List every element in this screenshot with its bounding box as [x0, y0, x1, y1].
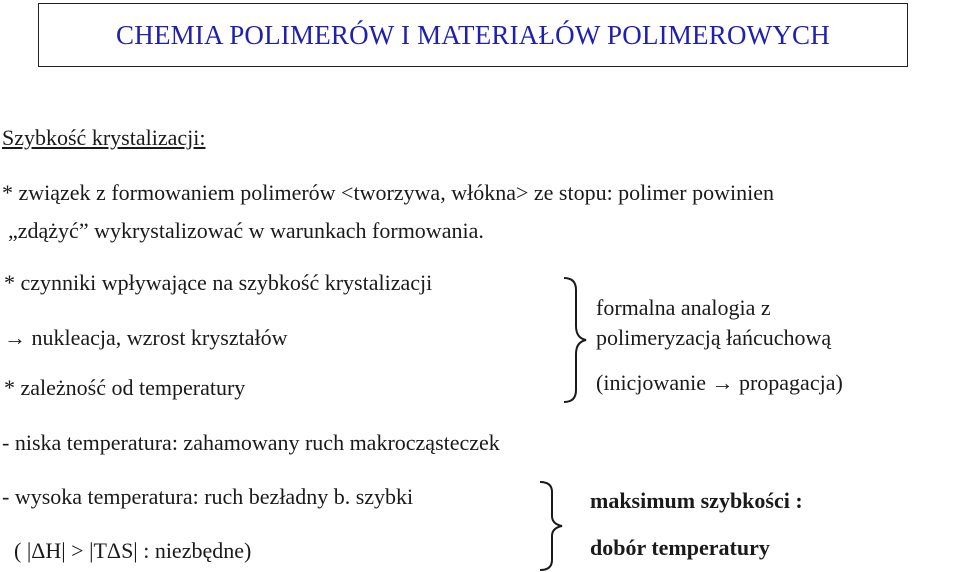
arrow-right-icon: → — [711, 370, 734, 395]
right-brace-icon — [536, 480, 566, 572]
nucleation-text: nukleacja, wzrost kryształów — [26, 325, 288, 350]
right-brace-icon — [560, 276, 590, 404]
line-nucleation — [4, 325, 287, 351]
line-low-temperature: - niska temperatura: zahamowany ruch makrocząsteczek — [2, 430, 500, 455]
arrow-right-icon: → — [4, 325, 26, 350]
line-temperature-dependence: * zależność od temperatury — [4, 375, 246, 400]
note-temperature-selection: dobór temperatury — [590, 535, 770, 560]
propagation-text: propagacja) — [733, 370, 843, 395]
line-crystallize-in-time: „zdążyć” wykrystalizować w warunkach formowania. — [8, 218, 484, 243]
slide-title: CHEMIA POLIMERÓW I MATERIAŁÓW POLIMEROWYCH — [116, 19, 830, 50]
line-factors: * czynniki wpływające na szybkość krystalizacji — [4, 270, 433, 295]
note-max-rate: maksimum szybkości : — [590, 488, 803, 513]
note-initiation-propagation — [596, 370, 843, 396]
initiation-text: (inicjowanie — [596, 370, 712, 395]
note-chain-polymerization: polimeryzacją łańcuchową — [596, 325, 832, 350]
title-box — [38, 3, 908, 67]
line-enthalpy-condition: ( |ΔH| > |TΔS| : niezbędne) — [14, 538, 252, 563]
section-heading: Szybkość krystalizacji: — [2, 125, 206, 150]
line-high-temperature: - wysoka temperatura: ruch bezładny b. szybki — [2, 484, 414, 509]
note-analogy: formalna analogia z — [596, 295, 771, 320]
line-crystallization-processing: * związek z formowaniem polimerów <tworzywa, włókna> ze stopu: polimer powinien — [2, 180, 774, 205]
